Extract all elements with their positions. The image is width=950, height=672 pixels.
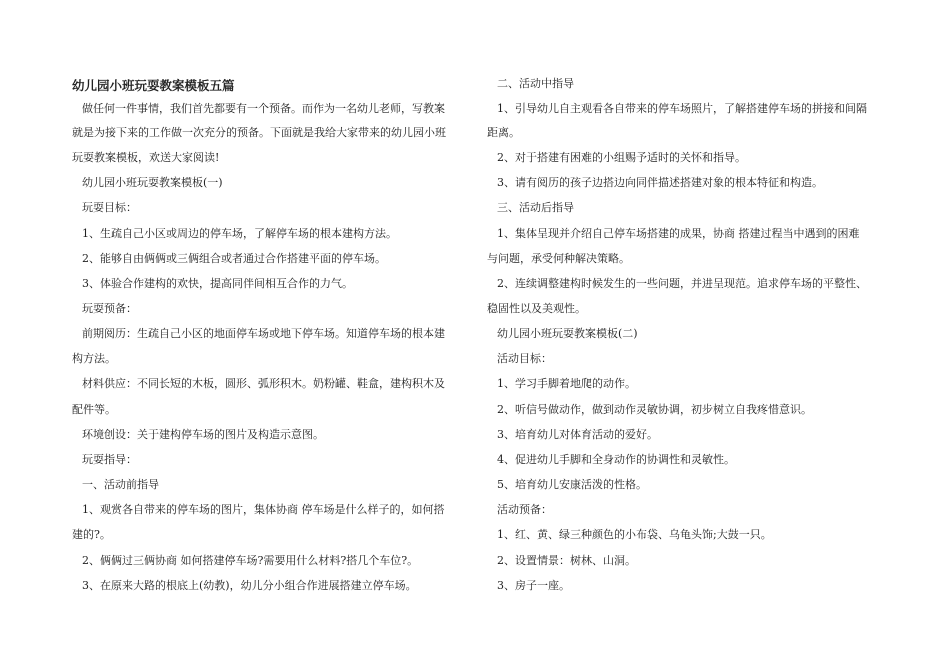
- list-item: 1、引导幼儿自主观看各自带来的停车场照片，了解搭建停车场的拼接和间隔: [497, 102, 867, 115]
- list-item: 5、培育幼儿安康活泼的性格。: [497, 478, 647, 491]
- list-item: 3、请有阅历的孩子边搭边向同伴描述搭建对象的根本特征和构造。: [497, 176, 823, 189]
- subheading: 玩耍指导：: [82, 453, 137, 466]
- paragraph-line: 配件等。: [72, 403, 116, 416]
- list-item: 2、能够自由俩俩或三俩组合或者通过合作搭建平面的停车场。: [82, 252, 386, 265]
- section-heading: 幼儿园小班玩耍教案模板(一): [82, 176, 223, 189]
- subheading: 一、活动前指导: [82, 478, 159, 491]
- list-item: 2、俩俩过三俩协商 如何搭建停车场?需要用什么材料?搭几个车位?。: [82, 554, 419, 567]
- subheading: 三、活动后指导: [497, 201, 574, 214]
- paragraph-line: 建的?。: [72, 528, 111, 541]
- paragraph-line: 构方法。: [72, 352, 116, 365]
- subheading: 活动目标：: [497, 352, 552, 365]
- list-item: 1、观赏各自带来的停车场的图片，集体协商 停车场是什么样子的，如何搭: [82, 503, 445, 516]
- list-item: 2、听信号做动作，做到动作灵敏协调，初步树立自我疼惜意识。: [497, 403, 812, 416]
- paragraph-line: 环境创设：关于建构停车场的图片及构造示意图。: [82, 428, 324, 441]
- paragraph-line: 材料供应：不同长短的木板，圆形、弧形积木。奶粉罐、鞋盒，建构积木及: [82, 377, 445, 390]
- subheading: 二、活动中指导: [497, 77, 574, 90]
- paragraph-line: 与问题，承受何种解决策略。: [487, 252, 630, 265]
- list-item: 2、设置情景：树林、山洞。: [497, 554, 636, 567]
- list-item: 1、红、黄、绿三种颜色的小布袋、乌龟头饰;大鼓一只。: [497, 528, 772, 541]
- list-item: 4、促进幼儿手脚和全身动作的协调性和灵敏性。: [497, 453, 735, 466]
- document-title: 幼儿园小班玩耍教案模板五篇: [72, 78, 235, 93]
- list-item: 2、连续调整建构时候发生的一些问题，并进呈现范。追求停车场的平整性、: [497, 277, 867, 290]
- section-heading: 幼儿园小班玩耍教案模板(二): [497, 327, 638, 340]
- list-item: 3、在原来大路的根底上(幼教)，幼儿分小组合作进展搭建立停车场。: [82, 579, 417, 592]
- paragraph-line: 就是为接下来的工作做一次充分的预备。下面就是我给大家带来的幼儿园小班: [72, 126, 446, 139]
- list-item: 1、学习手脚着地爬的动作。: [497, 377, 636, 390]
- subheading: 玩耍目标：: [82, 201, 137, 214]
- subheading: 玩耍预备：: [82, 302, 137, 315]
- paragraph-line: 做任何一件事情，我们首先都要有一个预备。而作为一名幼儿老师，写教案: [82, 102, 445, 115]
- list-item: 1、生疏自己小区或周边的停车场，了解停车场的根本建构方法。: [82, 227, 397, 240]
- paragraph-line: 距离。: [487, 126, 520, 139]
- paragraph-line: 前期阅历：生疏自己小区的地面停车场或地下停车场。知道停车场的根本建: [82, 327, 445, 340]
- subheading: 活动预备：: [497, 503, 552, 516]
- paragraph-line: 稳固性以及美观性。: [487, 302, 586, 315]
- list-item: 1、集体呈现并介绍自己停车场搭建的成果，协商 搭建过程当中遇到的困难: [497, 227, 860, 240]
- paragraph-line: 玩耍教案模板，欢送大家阅读!: [72, 151, 220, 164]
- list-item: 3、房子一座。: [497, 579, 570, 592]
- list-item: 2、对于搭建有困难的小组赐予适时的关怀和指导。: [497, 151, 746, 164]
- list-item: 3、体验合作建构的欢快，提高同伴间相互合作的力气。: [82, 277, 353, 290]
- list-item: 3、培育幼儿对体育活动的爱好。: [497, 428, 658, 441]
